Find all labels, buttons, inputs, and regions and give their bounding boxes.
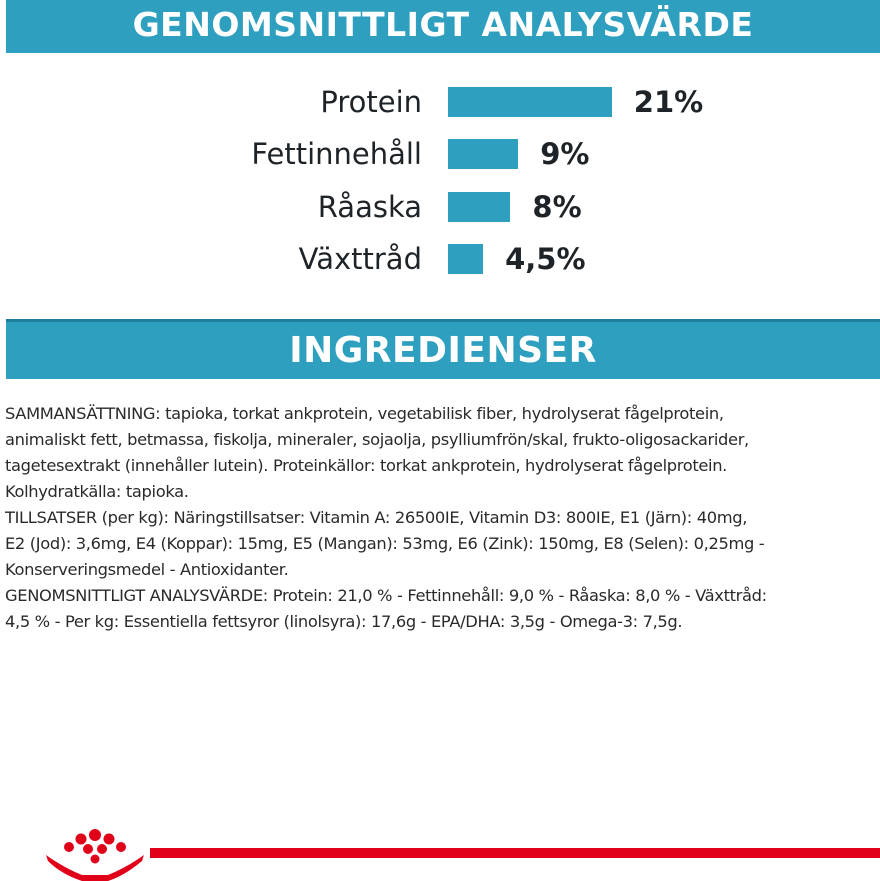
ingredients-text (5, 401, 877, 635)
bar (448, 139, 518, 169)
crown-logo-icon (42, 825, 152, 881)
analysis-title: GENOMSNITTLIGT ANALYSVÄRDE (132, 5, 754, 44)
bar-label: Växttråd (298, 242, 422, 276)
bar-label: Råaska (317, 190, 422, 224)
bar-value: 21% (633, 85, 704, 119)
ingredients-line: Konserveringsmedel - Antioxidanter. (5, 560, 289, 579)
ingredients-line: SAMMANSÄTTNING: tapioka, torkat ankprotein, vegetabilisk fiber, hydrolyserat fågelprotein, (5, 404, 724, 423)
ingredients-line: TILLSATSER (per kg): Näringstillsatser: Vitamin A: 26500IE, Vitamin D3: 800IE, E1 (Järn): 40mg, (5, 508, 748, 527)
bar-row-protein (0, 82, 880, 122)
bar-row-fettinnehall (0, 134, 880, 174)
bar (448, 244, 483, 274)
ingredients-line: E2 (Jod): 3,6mg, E4 (Koppar): 15mg, E5 (Mangan): 53mg, E6 (Zink): 150mg, E8 (Selen): 0,25mg - (5, 534, 765, 553)
bar-row-vaxttrad (0, 239, 880, 279)
bar (448, 87, 612, 117)
ingredients-line: GENOMSNITTLIGT ANALYSVÄRDE: Protein: 21,0 % - Fettinnehåll: 9,0 % - Råaska: 8,0 % - Växttråd: (5, 586, 767, 605)
brand-red-line (150, 848, 880, 858)
analysis-header (6, 0, 880, 53)
bar-label: Fettinnehåll (251, 137, 422, 171)
ingredients-line: animaliskt fett, betmassa, fiskolja, mineraler, sojaolja, psylliumfrön/skal, frukto-oligosackarider, (5, 430, 749, 449)
bar-value: 4,5% (505, 242, 586, 276)
bar-value: 8% (532, 190, 582, 224)
ingredients-line: 4,5 % - Per kg: Essentiella fettsyror (linolsyra): 17,6g - EPA/DHA: 3,5g - Omega-3: 7,5g. (5, 612, 683, 631)
bar (448, 192, 510, 222)
ingredients-title: INGREDIENSER (289, 330, 597, 371)
bar-row-raaska (0, 187, 880, 227)
ingredients-header (6, 319, 880, 379)
ingredients-line: tagetesextrakt (innehåller lutein). Proteinkällor: torkat ankprotein, hydrolyserat fågelprotein. (5, 456, 727, 475)
bar-value: 9% (540, 137, 590, 171)
ingredients-line: Kolhydratkälla: tapioka. (5, 482, 189, 501)
bar-label: Protein (320, 85, 422, 119)
